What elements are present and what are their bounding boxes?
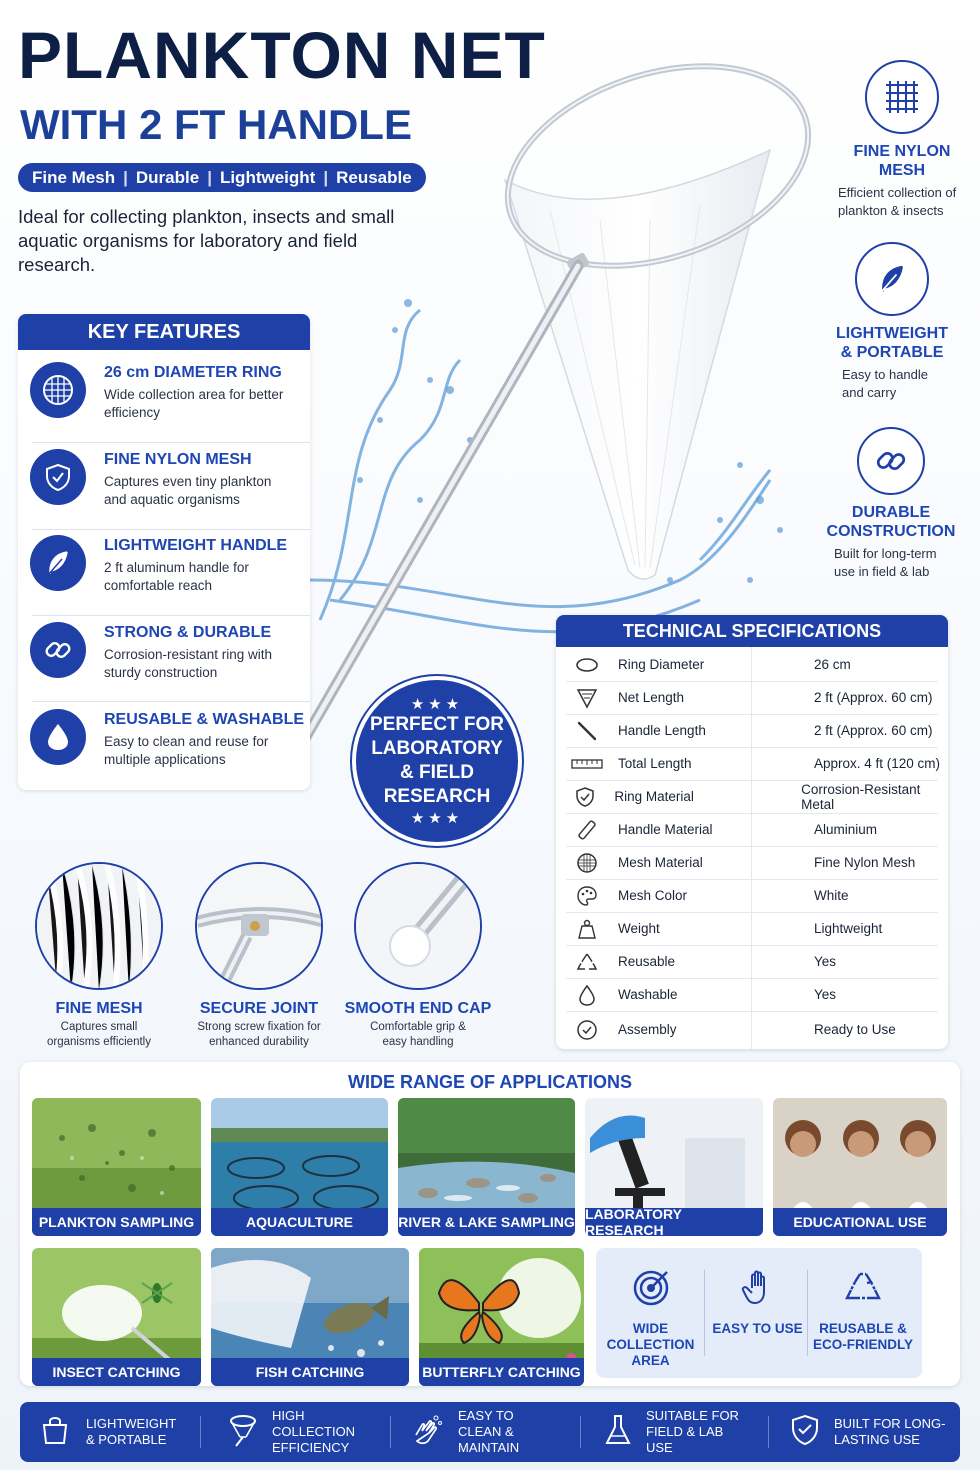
footer-item: [790, 1402, 952, 1462]
spec-row: [556, 747, 948, 780]
footer-label: LIGHTWEIGHT & PORTABLE: [86, 1416, 177, 1447]
spec-key: Mesh Material: [618, 855, 703, 870]
net-icon: [228, 1413, 258, 1452]
right-feature-durable: [826, 427, 956, 581]
pencil-rod-icon: [556, 819, 618, 841]
spec-row: [556, 780, 948, 813]
badge-stars-top: ★★★: [410, 696, 464, 713]
footer-label: BUILT FOR LONG-LASTING USE: [834, 1416, 946, 1447]
spec-value: 26 cm: [814, 657, 851, 672]
spec-value: Yes: [814, 987, 837, 1002]
shield-check-icon: [30, 449, 86, 505]
app-tile-aquaculture: [211, 1098, 388, 1236]
benefits-box: [596, 1248, 922, 1378]
mesh-ball-icon: [556, 852, 618, 874]
tag-durable: Durable: [135, 167, 200, 187]
spec-value: Lightweight: [814, 921, 883, 936]
footer-label: SUITABLE FOR FIELD & LAB USE: [646, 1408, 739, 1455]
app-tile-educational-use: [773, 1098, 947, 1236]
detail-desc: Strong screw fixation for enhanced durability: [197, 1021, 321, 1048]
spec-row: [556, 813, 948, 846]
feature-title: 26 cm DIAMETER RING: [104, 364, 282, 381]
cone-net-icon: [556, 687, 618, 709]
feature-desc: Easy to clean and reuse for multiple applications: [104, 734, 269, 767]
right-feature-desc: Easy to handle and carry: [842, 367, 929, 400]
key-features-panel: [18, 314, 310, 790]
net-cone: [505, 150, 770, 579]
washing-hands-icon: [410, 1413, 444, 1452]
feature-lightweight-handle: [30, 527, 306, 613]
feather-icon: [855, 242, 929, 316]
feature-title: STRONG & DURABLE: [104, 624, 272, 641]
tile-label: LABORATORY RESEARCH: [585, 1208, 763, 1236]
tile-label: PLANKTON SAMPLING: [32, 1208, 201, 1236]
right-feature-mesh: [832, 60, 972, 220]
app-tile-river-lake-sampling: [398, 1098, 575, 1236]
benefit-label: WIDE COLLECTION AREA: [606, 1321, 695, 1368]
spec-key: Weight: [618, 921, 660, 936]
mesh-icon: [30, 362, 86, 418]
spec-key: Total Length: [618, 756, 692, 771]
tile-label: FISH CATCHING: [211, 1358, 409, 1386]
spec-value: Ready to Use: [814, 1022, 896, 1037]
target-icon: [598, 1268, 703, 1313]
hand-icon: [705, 1268, 810, 1313]
spec-value: Aluminium: [814, 822, 878, 837]
spec-key: Reusable: [618, 954, 676, 969]
tag-reusable: Reusable: [336, 167, 412, 187]
spec-row: [556, 945, 948, 978]
detail-desc: Captures small organisms efficiently: [47, 1021, 151, 1048]
spec-key: Assembly: [618, 1022, 677, 1037]
grid-mesh-icon: [865, 60, 939, 134]
footer-label: HIGH COLLECTION EFFICIENCY: [272, 1408, 356, 1455]
footer-item: [38, 1402, 186, 1462]
recycle-icon: [556, 951, 618, 973]
badge-line: & FIELD: [400, 762, 474, 783]
palette-icon: [556, 885, 618, 907]
spec-row: [556, 714, 948, 747]
ellipse-icon: [556, 657, 618, 673]
spec-value: 2 ft (Approx. 60 cm): [814, 723, 933, 738]
bag-icon: [38, 1413, 72, 1452]
benefit-reusable-eco: [808, 1248, 918, 1378]
app-tile-fish-catching: [211, 1248, 409, 1386]
spec-value: White: [814, 888, 849, 903]
right-feature-desc: Efficient collection of plankton & insects: [838, 185, 957, 218]
shield-check-icon: [790, 1413, 820, 1452]
chain-link-icon: [857, 427, 925, 495]
benefit-wide-collection: [598, 1248, 703, 1378]
right-feature-title: DURABLE CONSTRUCTION: [826, 504, 956, 540]
spec-key: Handle Length: [618, 723, 706, 738]
key-features-title: KEY FEATURES: [18, 314, 310, 350]
right-feature-title: FINE NYLON MESH: [853, 143, 951, 179]
feature-reusable-washable: [30, 701, 306, 787]
tile-label: INSECT CATCHING: [32, 1358, 201, 1386]
badge-line: PERFECT FOR: [369, 714, 505, 735]
drop-icon: [556, 984, 618, 1006]
feature-ring-diameter: [30, 354, 306, 440]
spec-title: TECHNICAL SPECIFICATIONS: [556, 615, 948, 647]
benefit-easy-to-use: [705, 1248, 810, 1378]
footer-item: [228, 1402, 390, 1462]
tile-label: RIVER & LAKE SAMPLING: [398, 1208, 575, 1236]
weight-icon: [556, 918, 618, 940]
applications-panel: [20, 1062, 960, 1386]
badge-line: LABORATORY: [371, 738, 503, 759]
benefit-label: REUSABLE & ECO-FRIENDLY: [812, 1321, 913, 1352]
right-feature-title: LIGHTWEIGHT & PORTABLE: [836, 325, 948, 361]
feature-desc: Wide collection area for better efficiency: [104, 387, 284, 420]
detail-title: SMOOTH END CAP: [344, 1000, 492, 1017]
spec-row: [556, 1013, 948, 1046]
spec-value: Corrosion-Resistant Metal: [801, 781, 921, 812]
water-drop-icon: [30, 709, 86, 765]
tile-label: AQUACULTURE: [211, 1208, 388, 1236]
footer-item: [410, 1402, 558, 1462]
tile-label: EDUCATIONAL USE: [773, 1208, 947, 1236]
feature-desc: 2 ft aluminum handle for comfortable reach: [104, 560, 249, 593]
spec-key: Mesh Color: [618, 888, 688, 903]
spec-key: Washable: [618, 987, 678, 1002]
applications-title: WIDE RANGE OF APPLICATIONS: [347, 1072, 632, 1092]
spec-row: [556, 648, 948, 681]
right-feature-desc: Built for long-term use in field & lab: [834, 546, 937, 579]
tag-lightweight: Lightweight: [219, 167, 316, 187]
ruler-icon: [556, 758, 618, 770]
intro-text: Ideal for collecting plankton, insects and small aquatic organisms for laboratory and field research.: [18, 206, 395, 275]
spec-value: Fine Nylon Mesh: [814, 855, 916, 870]
secure-joint-closeup-image: [195, 862, 323, 990]
shield-icon: [556, 786, 614, 808]
feature-desc: Corrosion-resistant ring with sturdy construction: [104, 647, 273, 680]
spec-key: Ring Diameter: [618, 657, 705, 672]
footer-label: EASY TO CLEAN & MAINTAIN: [458, 1408, 520, 1455]
footer-item: [604, 1402, 746, 1462]
app-tile-laboratory-research: [585, 1098, 763, 1236]
app-tile-butterfly-catching: [419, 1248, 584, 1386]
chain-link-icon: [30, 622, 86, 678]
feature-title: FINE NYLON MESH: [104, 451, 252, 468]
product-title: PLANKTON NET: [18, 18, 546, 92]
spec-value: 2 ft (Approx. 60 cm): [814, 690, 933, 705]
feature-nylon-mesh: [30, 441, 306, 527]
detail-end-cap: [343, 862, 493, 1050]
app-tile-plankton-sampling: [32, 1098, 201, 1236]
end-cap-closeup-image: [354, 862, 482, 990]
spec-key: Handle Material: [618, 822, 713, 837]
badge-stars-bottom: ★★★: [410, 810, 464, 827]
detail-title: SECURE JOINT: [199, 1000, 319, 1017]
detail-secure-joint: [184, 862, 334, 1050]
footer-benefits-bar: [20, 1402, 960, 1462]
check-circle-icon: [556, 1019, 618, 1041]
spec-value: Approx. 4 ft (120 cm): [814, 756, 941, 771]
spec-row: [556, 912, 948, 945]
spec-row: [556, 681, 948, 714]
product-subtitle: WITH 2 FT HANDLE: [20, 101, 412, 148]
feature-title: REUSABLE & WASHABLE: [104, 711, 305, 728]
tile-label: BUTTERFLY CATCHING: [419, 1358, 584, 1386]
research-badge: [352, 676, 522, 846]
detail-fine-mesh: [24, 862, 174, 1050]
tag-fine-mesh: Fine Mesh: [32, 167, 116, 187]
right-feature-lightweight: [832, 242, 952, 402]
detail-title: FINE MESH: [55, 1000, 143, 1017]
spec-key: Ring Material: [614, 789, 694, 804]
feature-strong-durable: [30, 614, 306, 700]
feature-tagline: Fine Mesh | Durable | Lightweight | Reusable: [18, 163, 426, 192]
recycle-icon: [808, 1268, 918, 1313]
feather-icon: [30, 535, 86, 591]
technical-specifications-table: [556, 615, 948, 1049]
spec-row: [556, 846, 948, 879]
spec-key: Net Length: [618, 690, 685, 705]
fine-mesh-closeup-image: [35, 862, 163, 990]
detail-desc: Comfortable grip & easy handling: [370, 1021, 466, 1048]
spec-row: [556, 978, 948, 1011]
benefit-label: EASY TO USE: [712, 1321, 803, 1336]
spec-row: [556, 879, 948, 912]
badge-line: RESEARCH: [383, 786, 491, 807]
feature-title: LIGHTWEIGHT HANDLE: [104, 537, 288, 554]
feature-desc: Captures even tiny plankton and aquatic organisms: [104, 474, 272, 507]
app-tile-insect-catching: [32, 1248, 201, 1386]
flask-icon: [604, 1413, 632, 1452]
rod-icon: [556, 720, 618, 742]
spec-value: Yes: [814, 954, 837, 969]
